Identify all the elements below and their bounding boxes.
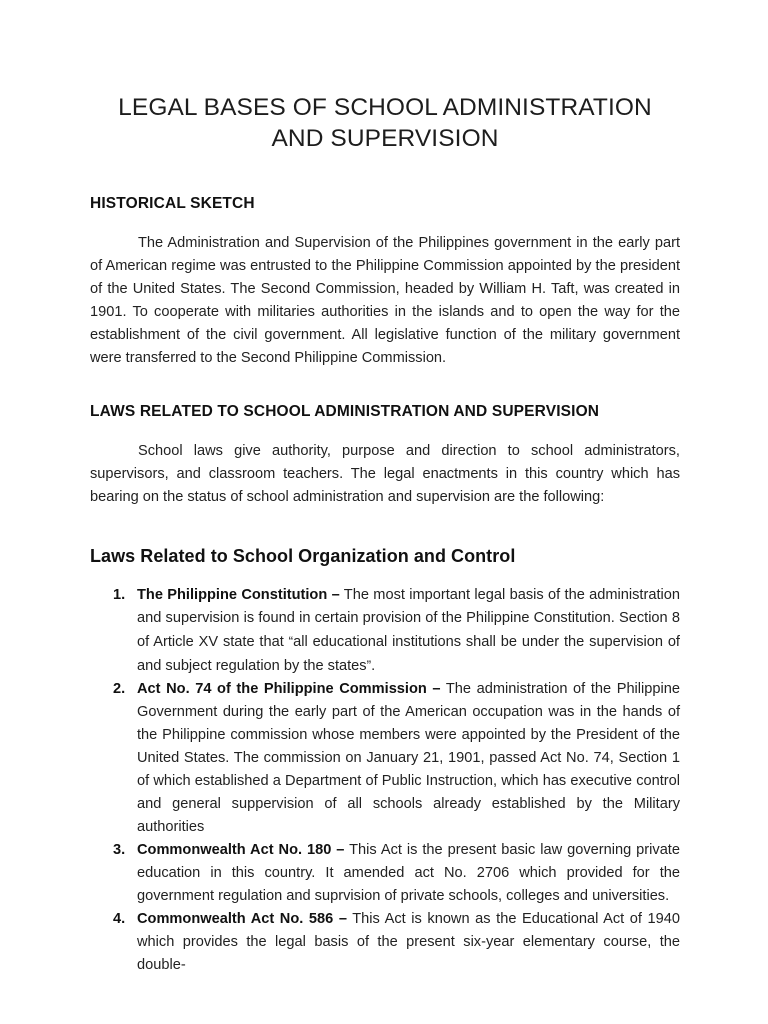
paragraph-historical-sketch-text: The Administration and Supervision of the Philippines government in the early part of American regime was entrusted to the Philippine Commission appointed by the president of the United States. The Second Commission, headed by William H. Taft, was created in 1901. To cooperate with militaries authorities in the islands and to open the way for the establishment of the civil government. All legislative function of the military government were transferred to the Second Philippine Commission. [90,235,680,366]
section-heading-laws-related: LAWS RELATED TO SCHOOL ADMINISTRATION AND SUPERVISION [90,403,600,420]
list-item [90,839,680,908]
paragraph-historical-sketch [90,232,680,370]
sub-heading-organization-control: Laws Related to School Organization and Control [90,546,516,566]
page-title [90,0,680,154]
list-item-term: Commonwealth Act No. 586 – [137,911,347,927]
list-item-number: 3. [113,842,126,858]
list-item-text-tail: . [371,658,376,674]
list-item-text: This Act is known as the Educational Act of 1940 which provides the legal basis of the present six-year elementary course, the double- [137,911,680,973]
list-item-term: The Philippine Constitution – [137,587,340,603]
list-item-open-quote: “ [288,634,294,649]
list-item-text: The most important legal basis of the administration and supervision is found in certain provision of the Philippine Constitution. Section 8 of Article XV state that [137,587,680,650]
paragraph-laws-related [90,440,680,509]
list-item-number: 2. [113,681,126,697]
list-item-quote: all educational institutions shall be under the supervision of and subject regulation by the states [137,634,680,674]
page-title-line-2: AND SUPERVISION [271,125,499,152]
list-item [90,584,680,678]
paragraph-laws-related-text: School laws give authority, purpose and direction to school administrators, supervisors, and classroom teachers. The legal enactments in this country which has bearing on the status of school administration and supervision are the following: [90,443,680,505]
list-item-text: The administration of the Philippine Government during the early part of the American occupation was in the hands of the Philippine commission whose members were appointed by the President of the United States. The commission on January 21, 1901, passed Act No. 74, Section 1 of which established a Department of Public Instruction, which has executive control and general suppervision of all schools already established by the Military authorities [137,681,680,835]
list-item-term: Act No. 74 of the Philippine Commission – [137,681,441,697]
list-item-number: 1. [113,587,126,603]
list-item [90,678,680,839]
list-item-number: 4. [113,911,126,927]
list-item-close-quote: ” [366,658,372,673]
document-content [90,0,680,977]
law-list [90,584,680,977]
list-item [90,908,680,977]
list-item-term: Commonwealth Act No. 180 – [137,842,345,858]
page-title-line-1: LEGAL BASES OF SCHOOL ADMINISTRATION [118,94,652,121]
list-item-text: This Act is the present basic law governing private education in this country. It amended act No. 2706 which provided for the government regulation and suprvision of private schools, colleges and universities. [137,842,680,904]
section-heading-historical-sketch: HISTORICAL SKETCH [90,195,255,212]
